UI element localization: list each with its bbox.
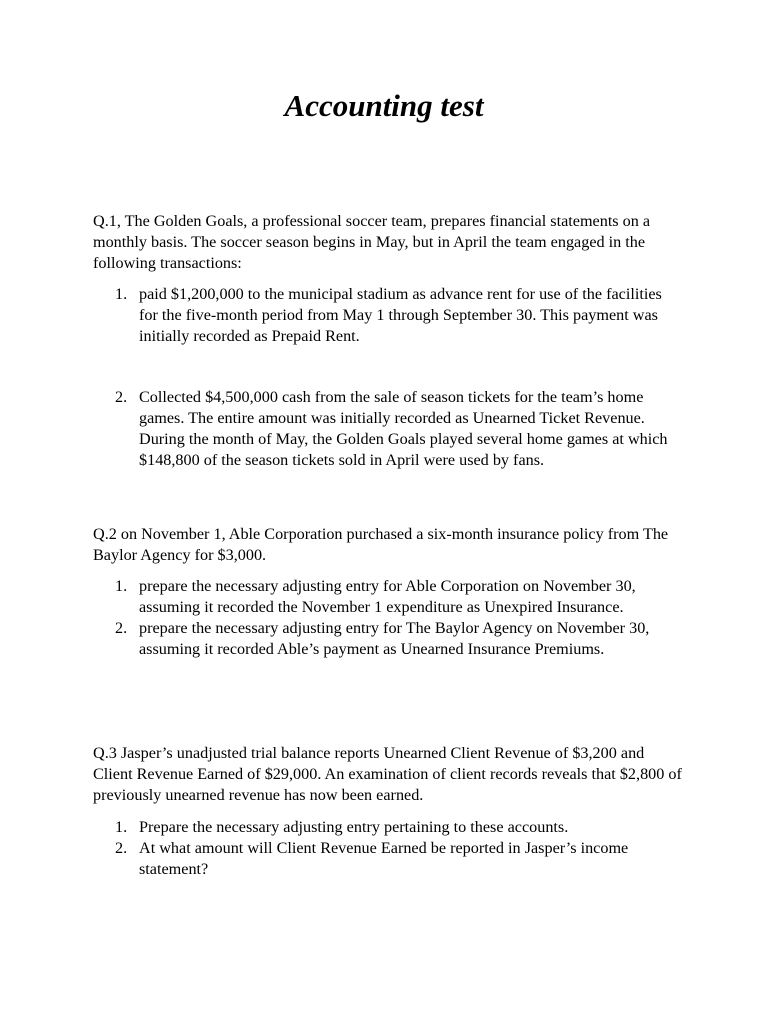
list-item-number: 2. [115,839,128,857]
list-item [93,387,683,471]
question-2-list [93,576,683,660]
list-item [93,284,683,347]
list-item-text: Prepare the necessary adjusting entry pertaining to these accounts. [139,818,569,836]
list-item [93,838,683,880]
list-item-number: 2. [115,619,128,637]
list-item-number: 1. [115,577,128,595]
list-item-text: prepare the necessary adjusting entry for Able Corporation on November 30, assuming it recorded the November 1 expenditure as Unexpired Insurance. [139,577,636,616]
question-1-text: Q.1, The Golden Goals, a professional soccer team, prepares financial statements on a monthly basis. The soccer season begins in May, but in April the team engaged in the following transactions: [93,212,651,272]
list-item [93,618,683,660]
list-item [93,576,683,618]
list-item-number: 2. [115,388,128,406]
list-item-text: prepare the necessary adjusting entry for The Baylor Agency on November 30, assuming it recorded Able’s payment as Unearned Insurance Premiums. [139,619,650,658]
list-item [93,817,683,838]
question-3-list [93,817,683,880]
list-item-text: paid $1,200,000 to the municipal stadium as advance rent for use of the facilities for the five-month period from May 1 through September 30. This payment was initially recorded as Prepaid Rent. [139,285,662,345]
question-1-list [93,284,683,471]
list-item-number: 1. [115,285,128,303]
list-item-text: At what amount will Client Revenue Earned be reported in Jasper’s income statement? [139,839,629,878]
list-item-number: 1. [115,818,128,836]
question-2-text: Q.2 on November 1, Able Corporation purchased a six-month insurance policy from The Baylor Agency for $3,000. [93,525,669,564]
list-item-text: Collected $4,500,000 cash from the sale of season tickets for the team’s home games. The entire amount was initially recorded as Unearned Ticket Revenue. During the month of May, the Golden Goals played several home games at which $148,800 of the season tickets sold in April were used by fans. [139,388,668,469]
question-3-text: Q.3 Jasper’s unadjusted trial balance reports Unearned Client Revenue of $3,200 and Client Revenue Earned of $29,000. An examination of client records reveals that $2,800 of previously unearned revenue has now been earned. [93,744,682,804]
document-title: Accounting test [284,88,484,123]
